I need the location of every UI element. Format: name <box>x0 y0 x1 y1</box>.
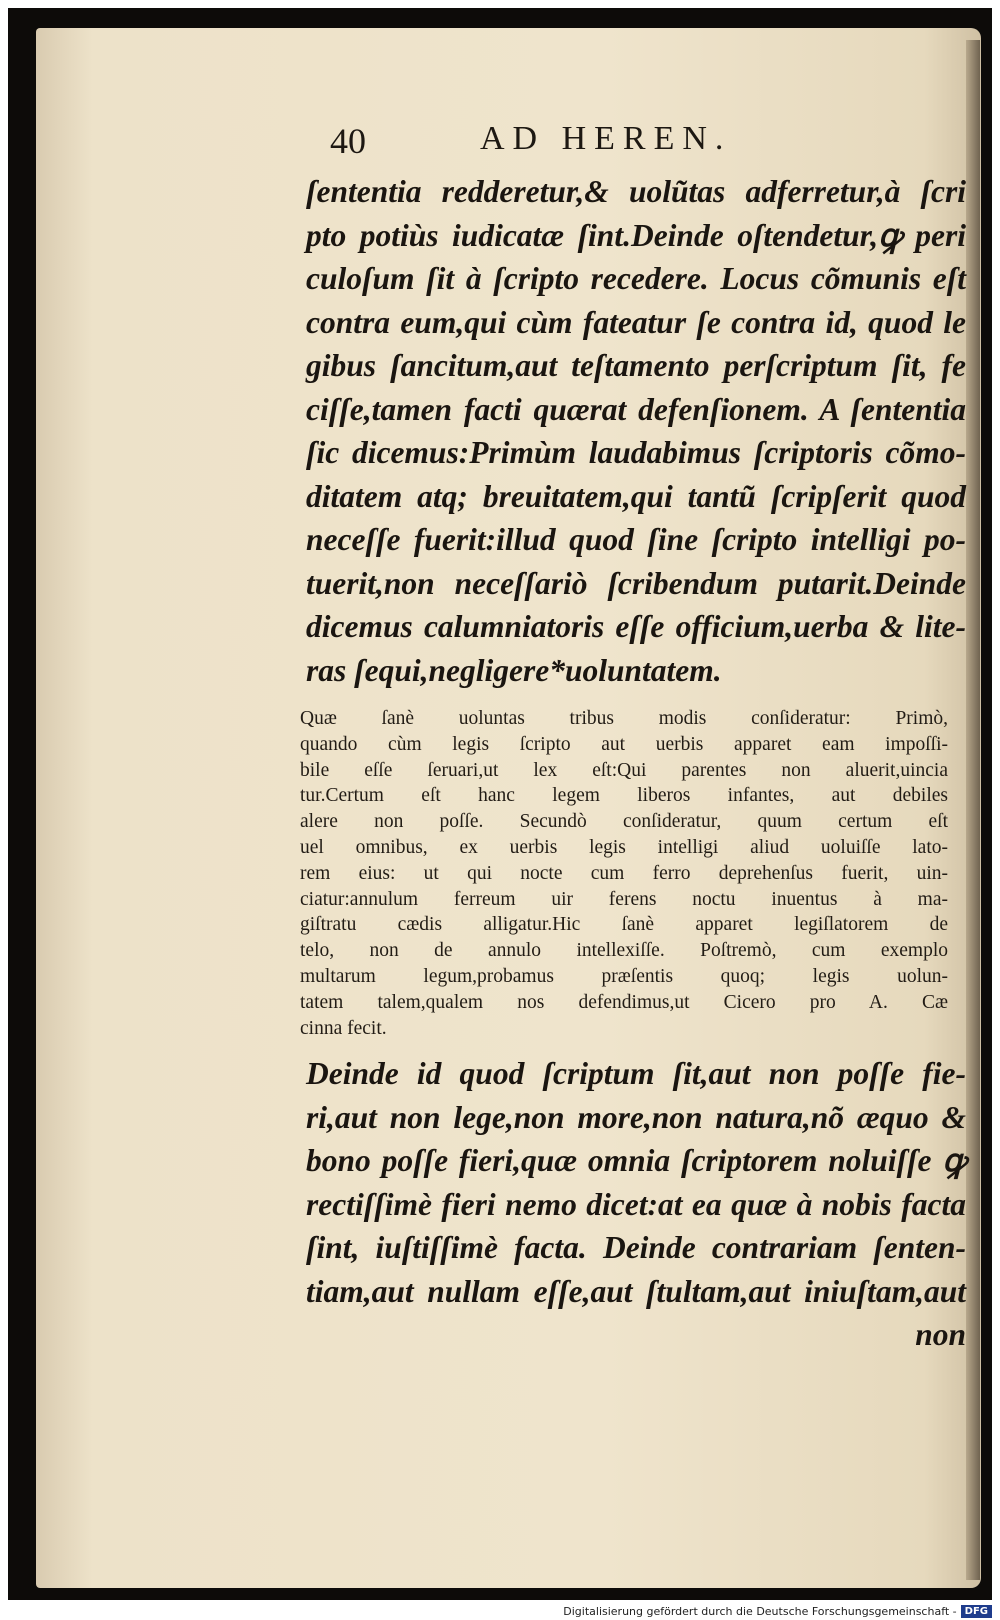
text-line: ſic dicemus:Primùm laudabimus ſcriptoris cõmo- <box>306 435 966 470</box>
text-line: pto potiùs iudicatæ ſint.Deinde oſtendetur,ꝙ peri <box>306 217 966 253</box>
text-line: ciſſe,tamen facti quærat defenſionem. A ſententia <box>306 391 966 427</box>
commentary-line: rem eius: ut qui nocte cum ferro deprehenſus fuerit, uin- <box>300 862 948 884</box>
commentary-line: bile eſſe ſeruari,ut lex eſt:Qui parentes non aluerit,uincia <box>300 759 948 781</box>
text-line: ſententia redderetur,& uolũtas adferretur,à ſcri <box>306 174 966 209</box>
digitization-footer <box>563 1605 992 1618</box>
text-line: Deinde id quod ſcriptum ſit,aut non poſſe fie- <box>306 1056 966 1091</box>
text-line: tiam,aut nullam eſſe,aut ſtultam,aut iniuſtam,aut <box>306 1273 966 1309</box>
main-text-block-2 <box>306 1052 966 1357</box>
page-header <box>330 120 960 168</box>
text-line: ri,aut non lege,non more,non natura,nõ æquo & <box>306 1099 966 1135</box>
text-line: dicemus calumniatoris eſſe officium,uerba & lite- <box>306 609 966 644</box>
footer-credit: Digitalisierung gefördert durch die Deutsche Forschungsgemeinschaft - <box>563 1605 957 1618</box>
page-edge <box>966 40 980 1580</box>
commentary-line: giſtratu cædis alligatur.Hic ſanè apparet legiſlatorem de <box>300 914 948 936</box>
commentary-line: alere non poſſe. Secundò conſideratur, quum certum eſt <box>300 811 948 833</box>
running-head: AD HEREN. <box>480 120 732 157</box>
commentary-line: tur.Certum eſt hanc legem liberos infantes, aut debiles <box>300 785 948 807</box>
text-line: gibus ſancitum,aut teſtamento perſcriptum ſit, fe <box>306 348 966 383</box>
main-text-block-1 <box>306 170 966 692</box>
text-line: culoſum ſit à ſcripto recedere. Locus cõmunis eſt <box>306 261 966 296</box>
commentary-line: multarum legum,probamus præſentis quoq; legis uolun- <box>300 965 948 987</box>
commentary-line: cinna fecit. <box>300 1017 387 1039</box>
commentary-line: telo, non de annulo intellexiſſe. Poſtremò, cum exemplo <box>300 940 948 962</box>
page-number: 40 <box>330 121 366 161</box>
text-line: neceſſe fuerit:illud quod ſine ſcripto intelligi po- <box>306 522 966 557</box>
commentary-line: uel omnibus, ex uerbis legis intelligi aliud uoluiſſe lato- <box>300 836 948 858</box>
text-line: tuerit,non neceſſariò ſcribendum putarit.Deinde <box>306 565 966 601</box>
catchword: non <box>915 1317 966 1352</box>
commentary-line: Quæ ſanè uoluntas tribus modis conſideratur: Primò, <box>300 708 948 729</box>
commentary-block <box>300 706 948 1041</box>
dfg-logo: DFG <box>961 1605 992 1618</box>
text-line: contra eum,qui cùm fateatur ſe contra id, quod le <box>306 304 966 340</box>
text-line: ſint, iuſtiſſimè facta. Deinde contrariam ſenten- <box>306 1230 966 1265</box>
commentary-line: quando cùm legis ſcripto aut uerbis apparet eam impoſſi- <box>300 733 948 755</box>
text-line: rectiſſimè fieri nemo dicet:at ea quæ à nobis facta <box>306 1186 966 1222</box>
text-line: bono poſſe fieri,quæ omnia ſcriptorem noluiſſe ꝙ <box>306 1143 966 1178</box>
text-line: ras ſequi,negligere*uoluntatem. <box>306 652 722 688</box>
commentary-line: ciatur:annulum ferreum uir ferens noctu inuentus à ma- <box>300 888 948 910</box>
commentary-line: tatem talem,qualem nos defendimus,ut Cicero pro A. Cæ <box>300 991 948 1013</box>
text-line: ditatem atq; breuitatem,qui tantũ ſcripſerit quod <box>306 478 966 514</box>
